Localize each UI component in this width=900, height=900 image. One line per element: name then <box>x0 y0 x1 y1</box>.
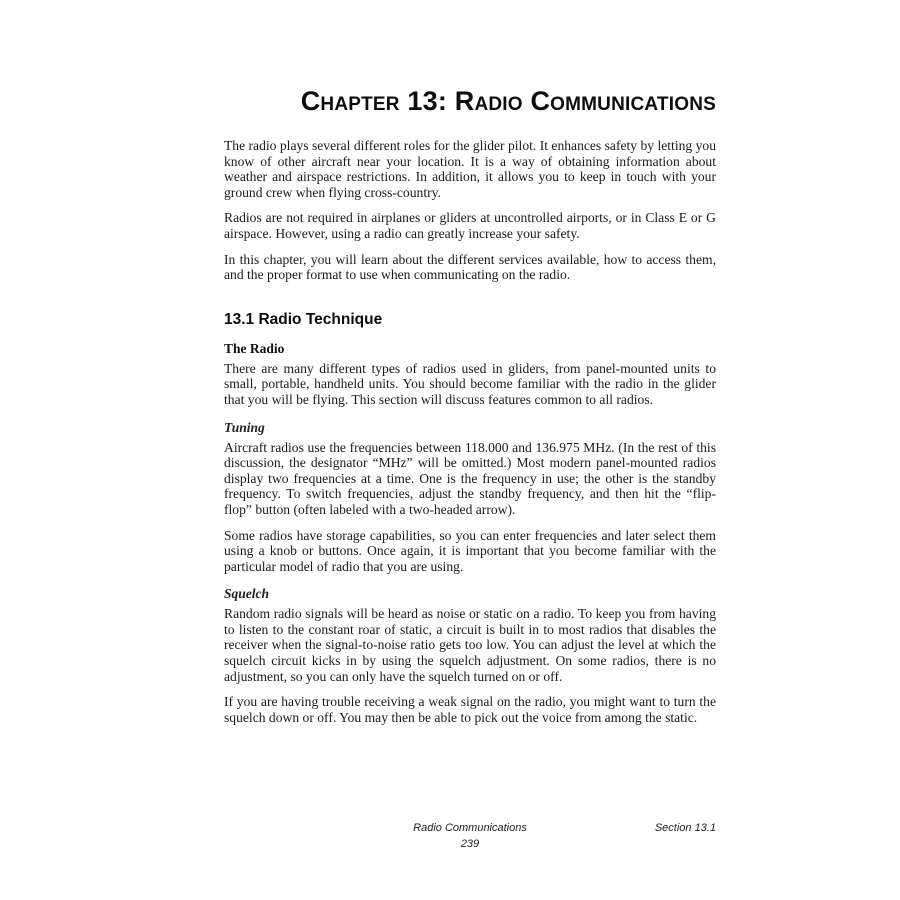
page-footer <box>224 820 716 860</box>
tuning-paragraph-2: Some radios have storage capabilities, so you can enter frequencies and later select them using a knob or buttons. Once again, it is important that you become familiar with the particular model of radio that you are using. <box>224 527 716 574</box>
intro-paragraph-3: In this chapter, you will learn about the different services available, how to access them, and the proper format to use when communicating on the radio. <box>224 251 716 283</box>
squelch-paragraph-1: Random radio signals will be heard as noise or static on a radio. To keep you from having to listen to the constant roar of static, a circuit is built in to most radios that disables the receiver when the signal-to-noise ratio gets too low. You can adjust the level at which the squelch circuit kicks in by using the squelch adjustment. On some radios, there is no adjustment, so you can only have the squelch turned on or off. <box>224 606 716 684</box>
subheading-the-radio: The Radio <box>224 340 285 356</box>
footer-title: Radio Communications <box>413 822 527 834</box>
subheading-tuning: Tuning <box>224 419 265 435</box>
page-number: 239 <box>460 838 480 850</box>
footer-section: Section 13.1 <box>654 822 716 834</box>
tuning-paragraph-1: Aircraft radios use the frequencies between 118.000 and 136.975 MHz. (In the rest of this discussion, the designator “MHz” will be omitted.) Most modern panel-mounted radios display two frequencies at a time. One is the frequency in use; the other is the standby frequency. To switch frequencies, adjust the standby frequency, and then hit the “flip-flop” button (often labeled with a two-headed arrow). <box>224 439 716 517</box>
section-heading: 13.1 Radio Technique <box>224 310 383 328</box>
intro-paragraph-2: Radios are not required in airplanes or gliders at uncontrolled airports, or in Class E or G airspace. However, using a radio can greatly increase your safety. <box>224 210 716 241</box>
intro-paragraph-1: The radio plays several different roles for the glider pilot. It enhances safety by letting you know of other aircraft near your location. It is a way of obtaining information about weather and airspace restrictions. In addition, it allows you to keep in touch with your ground crew when flying cross-country. <box>224 138 716 200</box>
body-text <box>224 138 716 725</box>
squelch-paragraph-2: If you are having trouble receiving a weak signal on the radio, you might want to turn the squelch down or off. You may then be able to pick out the voice from among the static. <box>224 694 716 725</box>
subheading-squelch: Squelch <box>224 586 270 602</box>
radio-paragraph: There are many different types of radios used in gliders, from panel-mounted units to small, portable, handheld units. You should become familiar with the radio in the glider that you will be flying. This section will discuss features common to all radios. <box>224 360 716 407</box>
chapter-title: Chapter 13: Radio Communications <box>300 86 716 116</box>
